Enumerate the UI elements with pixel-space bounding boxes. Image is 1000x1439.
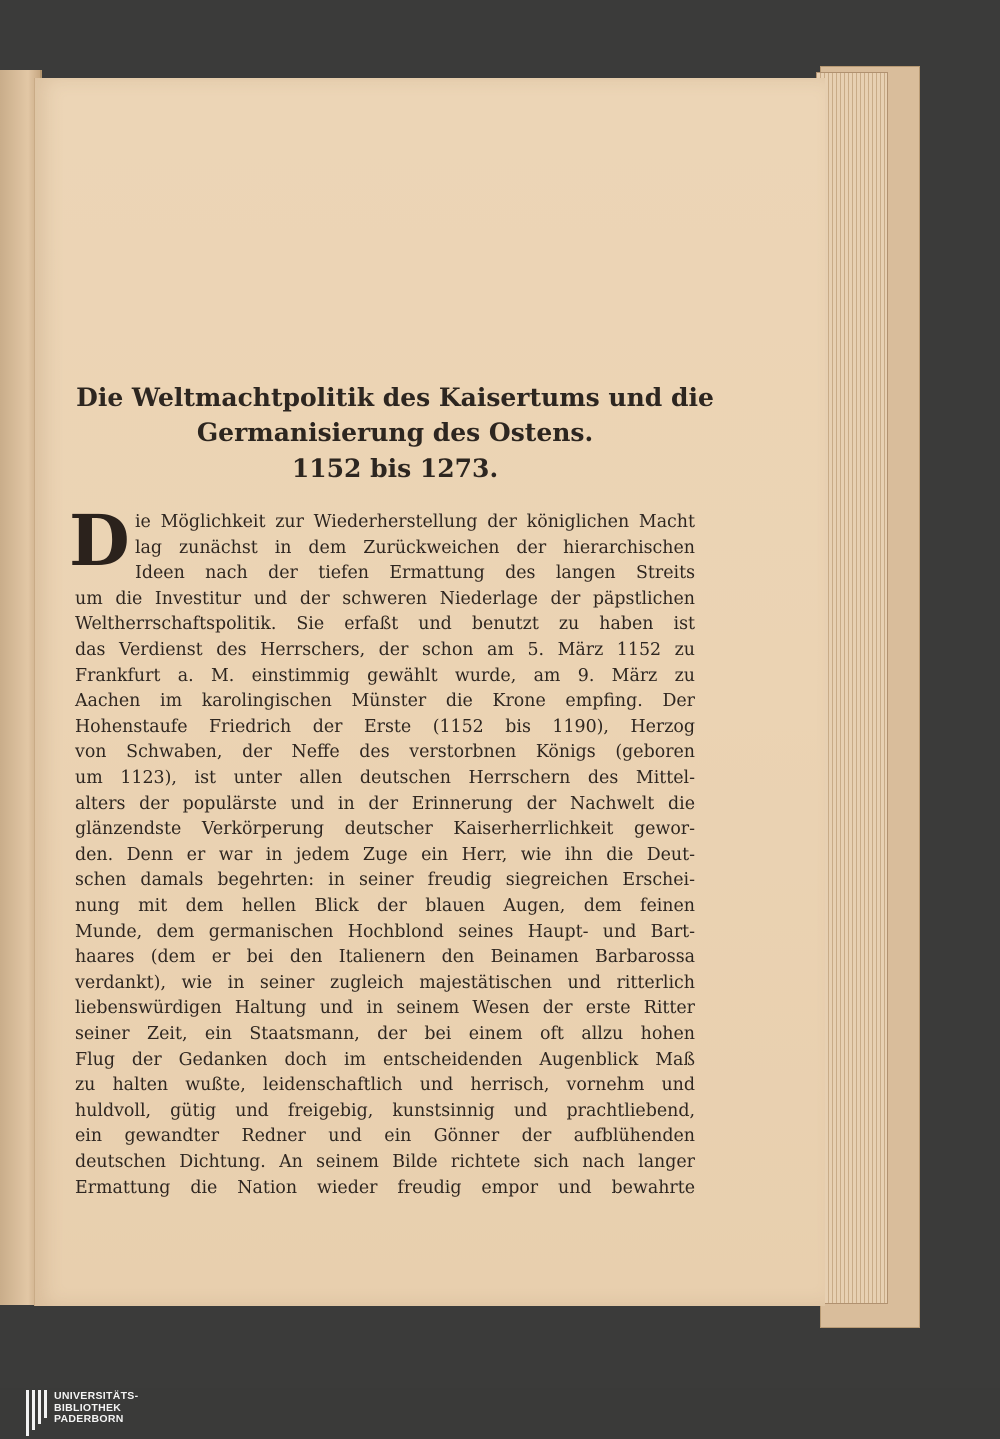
text-line: ie Möglichkeit zur Wiederherstellung der königlichen Macht [135,512,695,532]
text-line: deutschen Dichtung. An seinem Bilde richtete sich nach langer [75,1152,695,1172]
text-line: Flug der Gedanken doch im entscheidenden Augenblick Maß [75,1049,695,1070]
text-line: um die Investitur und der schweren Niederlage der päpstlichen [75,588,695,609]
text-line: seiner Zeit, ein Staatsmann, der bei einem oft allzu hohen [75,1024,695,1044]
footer-bar [0,1388,1000,1439]
logo-line-2: BIBLIOTHEK [54,1401,122,1414]
text-line: Ermattung die Nation wieder freudig empor und bewahrte [75,1177,695,1198]
text-line: lag zunächst in dem Zurückweichen der hierarchischen [135,537,695,558]
text-line: den. Denn er war in jedem Zuge ein Herr, wie ihn die Deut- [75,844,695,865]
chapter-title-line-1: Die Weltmachtpolitik des Kaisertums und die [76,383,714,412]
text-line: nung mit dem hellen Blick der blauen Augen, dem feinen [75,896,695,916]
logo-line-3: PADERBORN [54,1413,124,1425]
text-line: schen damals begehrten: in seiner freudig siegreichen Erschei- [75,870,695,891]
text-line: glänzendste Verkörperung deutscher Kaiserherrlichkeit gewor- [75,819,695,840]
text-line: ein gewandter Redner und ein Gönner der aufblühenden [75,1126,695,1147]
text-line: huldvoll, gütig und freigebig, kunstsinnig und prachtliebend, [75,1100,695,1121]
library-logo-text [54,1391,138,1426]
text-line: Frankfurt a. M. einstimmig gewählt wurde, am 9. März zu [75,665,695,686]
text-line: haares (dem er bei den Italienern den Beinamen Barbarossa [75,947,695,968]
text-line: von Schwaben, der Neffe des verstorbnen Königs (geboren [75,742,695,763]
drop-cap: D [69,499,130,582]
text-line: liebenswürdigen Haltung und in seinem Wesen der erste Ritter [75,998,695,1019]
logo-line-1: UNIVERSITÄTS- [54,1390,139,1402]
text-line: alters der populärste und in der Erinnerung der Nachwelt die [75,793,695,814]
text-line: Hohenstaufe Friedrich der Erste (1152 bis 1190), Herzog [75,716,695,737]
library-barcode-logo-icon [26,1390,48,1436]
text-line: das Verdienst des Herrschers, der schon am 5. März 1152 zu [75,640,695,660]
page-edges [816,72,888,1304]
text-line: verdankt), wie in seiner zugleich majestätischen und ritterlich [75,972,695,993]
chapter-title-line-2: Germanisierung des Ostens. [196,418,594,447]
text-line: Aachen im karolingischen Münster die Krone empfing. Der [75,691,695,712]
text-line: Munde, dem germanischen Hochblond seines Haupt- und Bart- [75,921,695,942]
text-line: um 1123), ist unter allen deutschen Herrschern des Mittel- [75,768,695,788]
text-line: zu halten wußte, leidenschaftlich und herrisch, vornehm und [75,1075,695,1096]
book-page [34,78,825,1306]
chapter-date-range: 1152 bis 1273. [291,454,499,483]
text-line: Ideen nach der tiefen Ermattung des langen Streits [135,563,695,584]
text-line: Weltherrschaftspolitik. Sie erfaßt und benutzt zu haben ist [75,614,695,635]
